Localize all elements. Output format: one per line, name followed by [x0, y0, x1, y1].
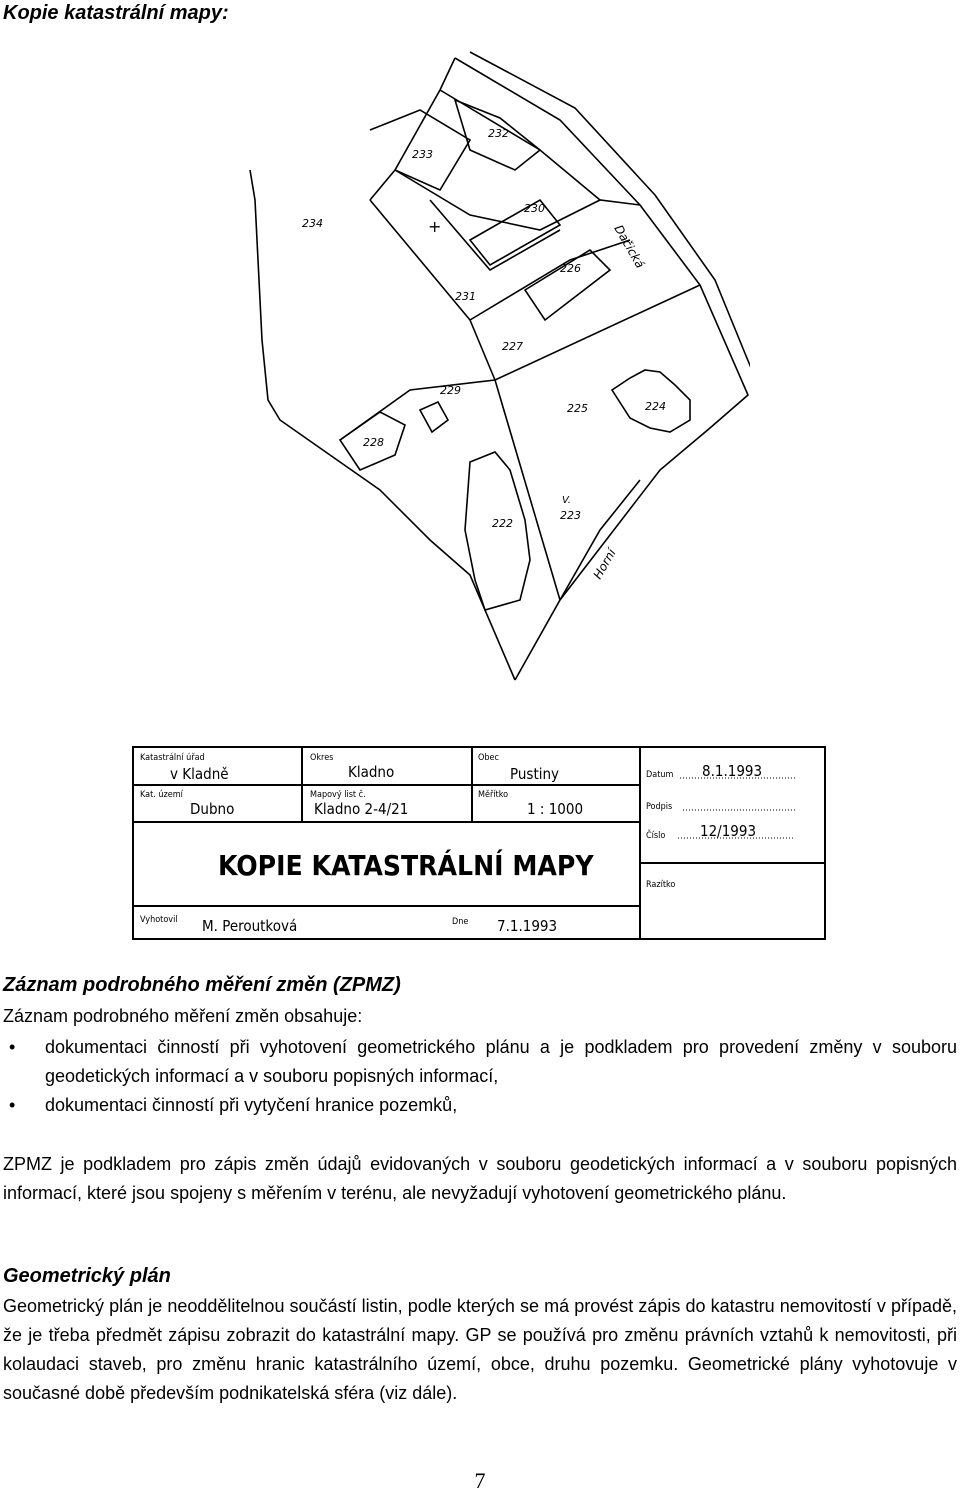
- svg-text:232: 232: [488, 127, 509, 140]
- office-label: Katastrální úřad: [140, 753, 205, 763]
- list-item: • dokumentaci činností při vyhotovení geometrického plánu a je podkladem pro provedení změny v souboru geodetických informací a v souboru popisných informací,: [3, 1033, 957, 1091]
- svg-text:226: 226: [560, 262, 581, 275]
- scale-label: Měřítko: [478, 790, 509, 800]
- map-heading: Kopie katastrální mapy:: [3, 2, 229, 24]
- number-value: 12/1993: [700, 822, 757, 840]
- svg-text:234: 234: [302, 217, 323, 230]
- svg-text:231: 231: [455, 290, 476, 303]
- svg-text:223: 223: [560, 509, 581, 522]
- zpmz-list: [3, 1033, 957, 1120]
- cadastral-map: [230, 48, 750, 688]
- seal-label: Razítko: [646, 880, 676, 890]
- svg-text:224: 224: [645, 400, 666, 413]
- gp-heading: Geometrický plán: [3, 1265, 171, 1287]
- mapsheet-value: Kladno 2-4/21: [314, 800, 409, 818]
- cadastral-value: Dubno: [190, 800, 235, 818]
- date-label: Datum: [646, 770, 674, 780]
- office-value: v Kladně: [170, 765, 229, 783]
- day-value: 7.1.1993: [497, 917, 558, 935]
- svg-text:229: 229: [440, 384, 461, 397]
- municipality-label: Obec: [478, 753, 499, 763]
- district-value: Kladno: [348, 763, 395, 781]
- svg-text:228: 228: [363, 436, 384, 449]
- made-by-label: Vyhotovil: [140, 915, 178, 925]
- zpmz-heading: Záznam podrobného měření změn (ZPMZ): [3, 974, 401, 996]
- svg-text:230: 230: [524, 202, 545, 215]
- map-copy-title: KOPIE KATASTRÁLNÍ MAPY: [218, 849, 594, 882]
- svg-text:Dačická: Dačická: [611, 222, 648, 271]
- svg-text:233: 233: [412, 148, 433, 161]
- svg-text:Horní: Horní: [590, 546, 619, 582]
- date-value: 8.1.1993: [702, 762, 763, 780]
- list-item: • dokumentaci činností při vytyčení hranice pozemků,: [3, 1091, 957, 1120]
- cadastral-label: Kat. území: [140, 790, 183, 800]
- scale-value: 1 : 1000: [527, 800, 584, 818]
- municipality-value: Pustiny: [510, 765, 560, 783]
- day-label: Dne: [452, 917, 469, 927]
- svg-text:225: 225: [567, 402, 588, 415]
- zpmz-paragraph: ZPMZ je podkladem pro zápis změn údajů evidovaných v souboru geodetických informací a v souboru popisných informací, které jsou spojeny s měřením v terénu, ale nevyžadují vyhotovení geometrického plánu.: [3, 1154, 957, 1203]
- mapsheet-label: Mapový list č.: [310, 790, 366, 800]
- svg-text:222: 222: [492, 517, 513, 530]
- number-label: Číslo: [646, 831, 666, 841]
- svg-text:227: 227: [502, 340, 523, 353]
- district-label: Okres: [310, 753, 334, 763]
- page-number: 7: [474, 1468, 486, 1493]
- gp-paragraph: Geometrický plán je neoddělitelnou součástí listin, podle kterých se má provést zápis do katastru nemovitostí v případě, že je třeba předmět zápisu zobrazit do katastrální mapy. GP se používá pro změnu právních vztahů k nemovitosti, při kolaudaci staveb, pro změnu hranic katastrálního území, obce, druhu pozemku. Geometrické plány vyhotovuje v současné době především podnikatelská sféra (viz dále).: [3, 1296, 957, 1403]
- svg-text:+: +: [428, 217, 442, 236]
- signature-label: Podpis: [646, 802, 673, 812]
- svg-text:V.: V.: [562, 495, 571, 506]
- zpmz-intro: Záznam podrobného měření změn obsahuje:: [3, 1006, 363, 1026]
- made-by-value: M. Peroutková: [202, 917, 298, 935]
